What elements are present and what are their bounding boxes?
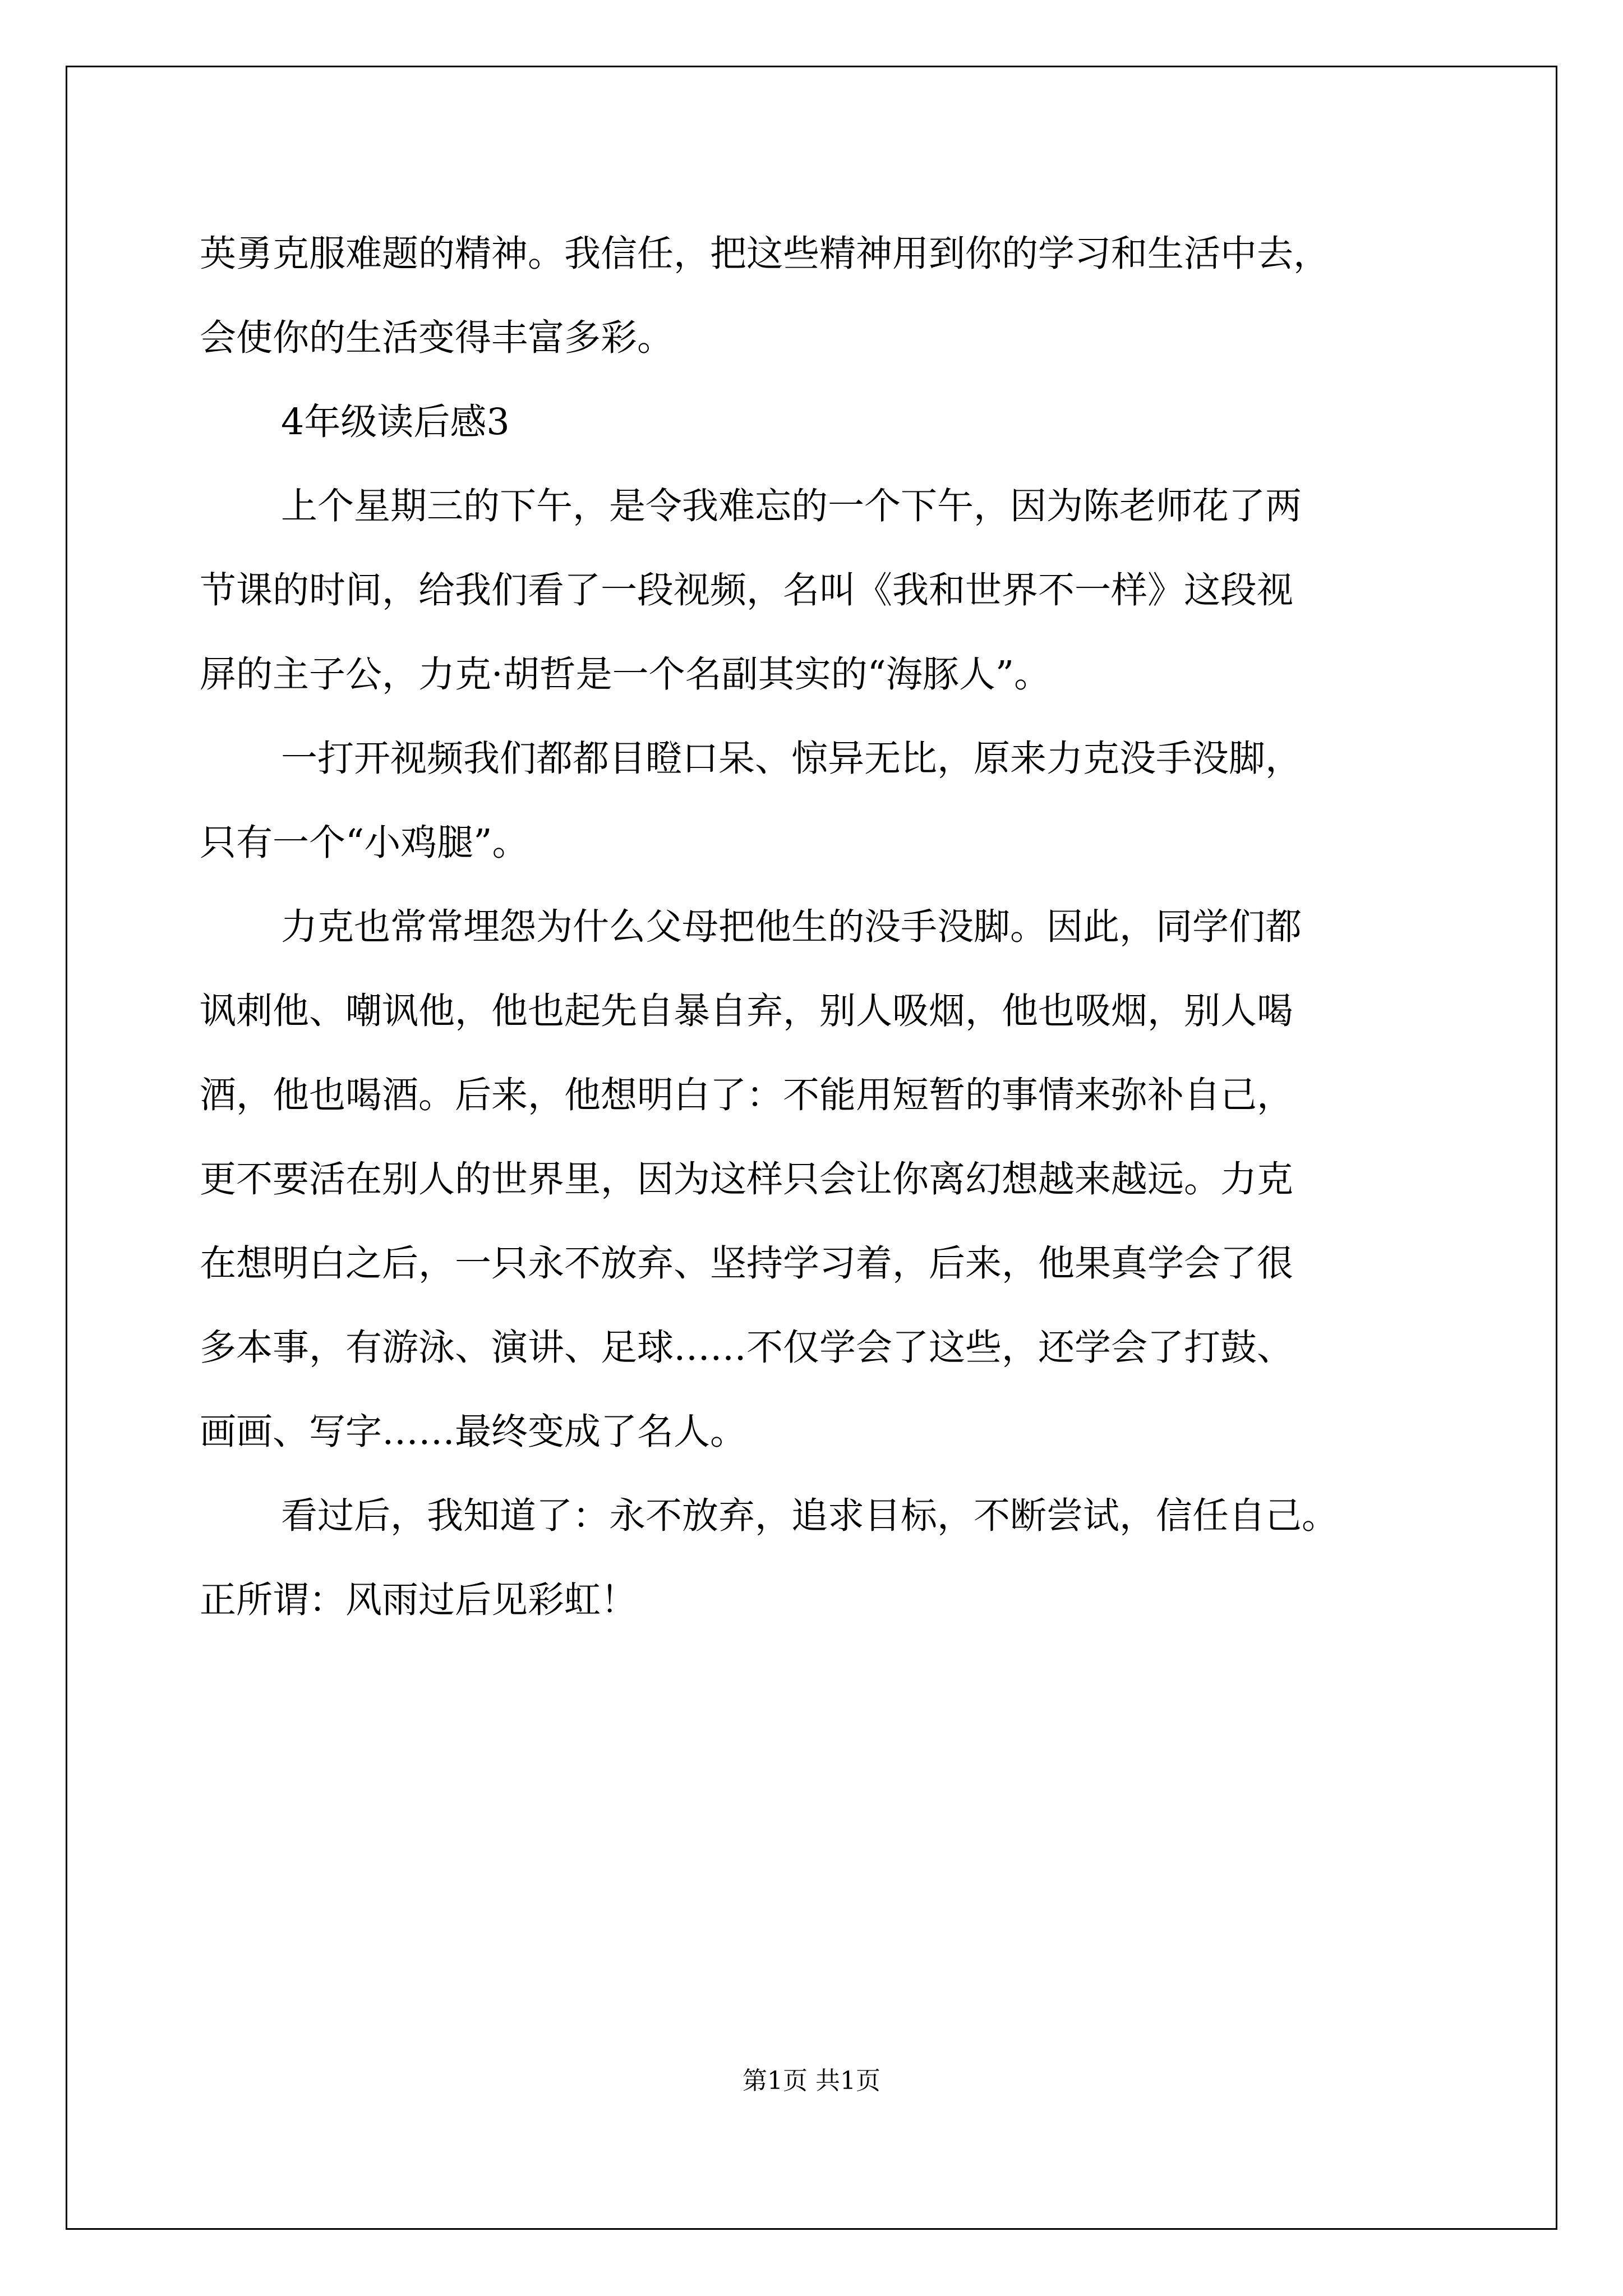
text-line: 会使你的生活变得丰富多彩。 <box>200 317 674 359</box>
text-line: 讽刺他、嘲讽他，他也起先自暴自弃，别人吸烟，他也吸烟，别人喝 <box>200 990 1294 1032</box>
section-heading: 4年级读后感3 <box>281 401 510 443</box>
text-line: 酒，他也喝酒。后来，他想明白了：不能用短暂的事情来弥补自己， <box>200 1074 1294 1116</box>
page-number: 第1页 共1页 <box>743 2067 880 2095</box>
text-line: 力克也常常埋怨为什么父母把他生的没手没脚。因此，同学们都 <box>281 906 1302 948</box>
text-line: 只有一个“小鸡腿”。 <box>200 822 529 864</box>
text-line: 更不要活在别人的世界里，因为这样只会让你离幻想越来越远。力克 <box>200 1158 1294 1200</box>
text-line: 上个星期三的下午，是令我难忘的一个下午，因为陈老师花了两 <box>281 485 1302 527</box>
text-line: 画画、写字……最终变成了名人。 <box>200 1411 747 1453</box>
text-line: 在想明白之后，一只永不放弃、坚持学习着，后来，他果真学会了很 <box>200 1243 1294 1285</box>
document-body <box>200 212 1461 1642</box>
text-line: 节课的时间，给我们看了一段视频，名叫《我和世界不一样》这段视 <box>200 569 1294 611</box>
text-line: 正所谓：风雨过后见彩虹！ <box>200 1579 638 1621</box>
page-footer <box>0 2064 1623 2098</box>
text-line: 英勇克服难题的精神。我信任，把这些精神用到你的学习和生活中去， <box>200 233 1330 275</box>
text-line: 看过后，我知道了：永不放弃，追求目标，不断尝试，信任自己。 <box>281 1495 1339 1537</box>
text-line: 一打开视频我们都都目瞪口呆、惊异无比，原来力克没手没脚， <box>281 738 1302 780</box>
text-line: 多本事，有游泳、演讲、足球……不仅学会了这些，还学会了打鼓、 <box>200 1327 1294 1369</box>
text-line: 屏的主子公，力克·胡哲是一个名副其实的“海豚人”。 <box>200 654 1051 696</box>
